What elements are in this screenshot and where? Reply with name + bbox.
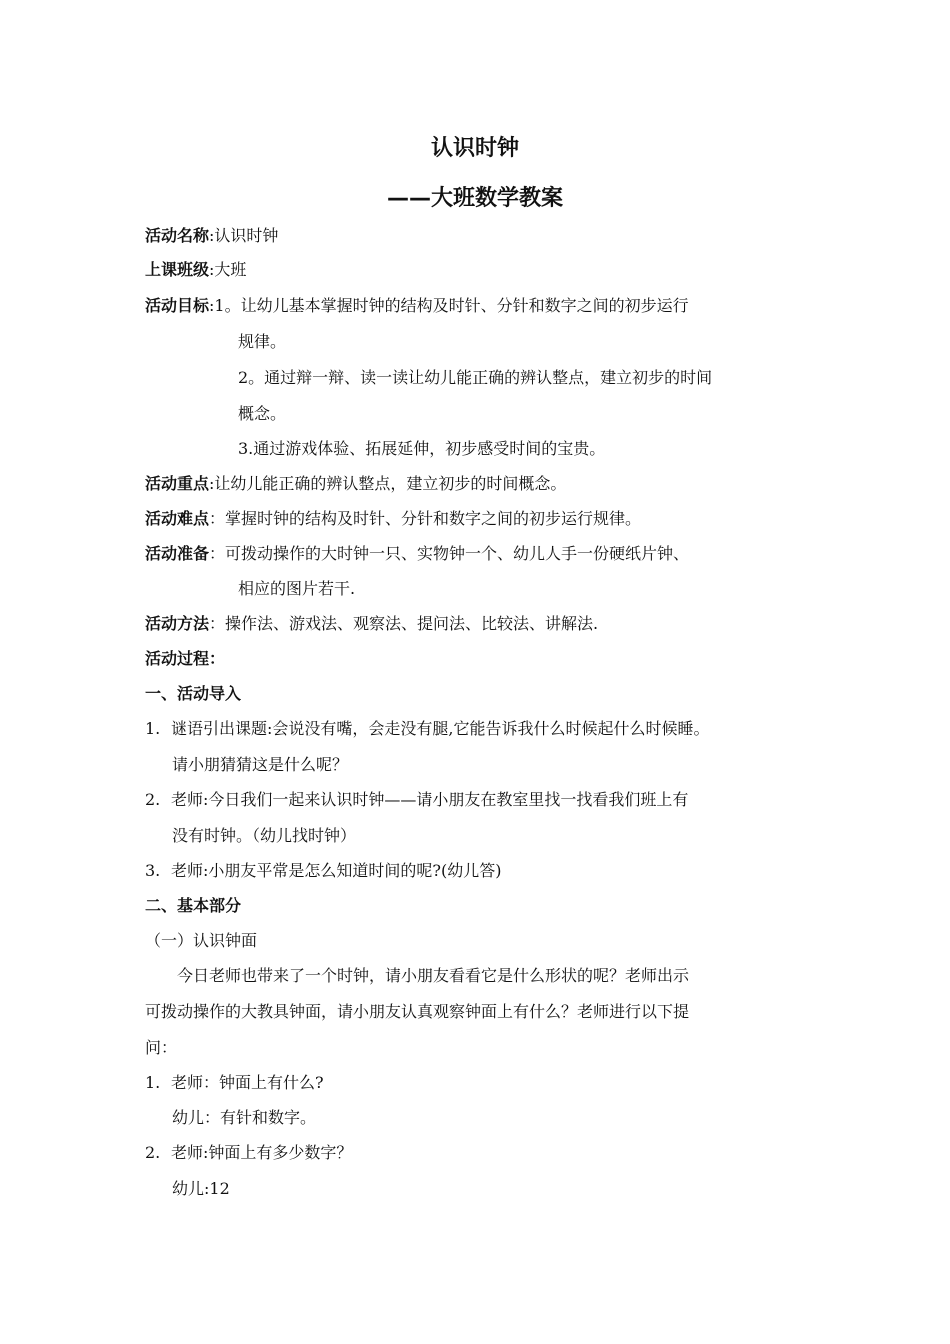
class-level-label: 上课班级 bbox=[145, 260, 210, 279]
key-point-label: 活动重点 bbox=[145, 474, 210, 493]
class-level-sep: : bbox=[209, 260, 215, 279]
intro-item-2-line-1: 老师:今日我们一起来认识时钟——请小朋友在教室里找一找看我们班上有 bbox=[171, 790, 689, 809]
goals-row bbox=[145, 294, 689, 318]
method-label: 活动方法 bbox=[145, 614, 210, 633]
para-line-2: 可拨动操作的大教具钟面，请小朋友认真观察钟面上有什么？老师进行以下提 bbox=[145, 1002, 690, 1021]
qa-item-1-answer: 幼儿：有针和数字。 bbox=[172, 1108, 317, 1127]
difficulty-label: 活动难点 bbox=[145, 509, 210, 528]
qa-item-2-question: 老师:钟面上有多少数字？ bbox=[171, 1143, 353, 1162]
goal-1-line-2: 规律。 bbox=[238, 332, 287, 351]
key-point-row bbox=[145, 472, 566, 496]
preparation-label: 活动准备 bbox=[145, 544, 210, 563]
doc-title: 认识时钟 bbox=[430, 136, 519, 161]
intro-item-1-line-2: 请小朋猜猜这是什么呢？ bbox=[172, 755, 349, 774]
goals-label: 活动目标 bbox=[145, 296, 210, 315]
intro-item-3 bbox=[145, 859, 501, 883]
qa-item-1 bbox=[145, 1071, 324, 1095]
para-line-3: 问： bbox=[145, 1038, 178, 1057]
class-level-row bbox=[145, 258, 246, 282]
activity-name-value: 认识时钟 bbox=[214, 226, 279, 245]
goal-2-line-1: 2。通过辩一辩、读一读让幼儿能正确的辨认整点，建立初步的时间 bbox=[238, 368, 713, 387]
intro-item-1-num: 1. bbox=[145, 719, 161, 738]
qa-item-1-question: 老师：钟面上有什么? bbox=[171, 1073, 324, 1092]
intro-item-3-num: 3. bbox=[145, 861, 161, 880]
difficulty-sep: ： bbox=[209, 509, 226, 528]
qa-item-2-num: 2. bbox=[145, 1143, 161, 1162]
intro-item-2-num: 2. bbox=[145, 790, 161, 809]
method-value: 操作法、游戏法、观察法、提问法、比较法、讲解法. bbox=[225, 614, 599, 633]
preparation-sep: ： bbox=[209, 544, 226, 563]
preparation-line-2: 相应的图片若干. bbox=[238, 579, 356, 598]
goals-sep: : bbox=[209, 296, 215, 315]
intro-item-2-line-2: 没有时钟。（幼儿找时钟） bbox=[172, 826, 357, 845]
qa-item-2-answer: 幼儿:12 bbox=[172, 1179, 230, 1198]
intro-item-1 bbox=[145, 717, 709, 741]
activity-name-sep: : bbox=[209, 226, 215, 245]
key-point-value: 让幼儿能正确的辨认整点，建立初步的时间概念。 bbox=[214, 474, 567, 493]
intro-item-3-line-1: 老师:小朋友平常是怎么知道时间的呢?(幼儿答) bbox=[171, 861, 502, 880]
activity-name-row bbox=[145, 224, 278, 248]
process-label: 活动过程： bbox=[145, 649, 226, 668]
doc-subtitle: ——大班数学教案 bbox=[386, 186, 563, 211]
key-point-sep: : bbox=[209, 474, 215, 493]
activity-name-label: 活动名称 bbox=[145, 226, 210, 245]
intro-item-2 bbox=[145, 788, 688, 812]
goal-1-line-1: 1。让幼儿基本掌握时钟的结构及时针、分针和数字之间的初步运行 bbox=[214, 296, 689, 315]
difficulty-value: 掌握时钟的结构及时针、分针和数字之间的初步运行规律。 bbox=[225, 509, 642, 528]
preparation-line-1: 可拨动操作的大时钟一只、实物钟一个、幼儿人手一份硬纸片钟、 bbox=[225, 544, 690, 563]
section2-subheading: （一）认识钟面 bbox=[145, 931, 258, 950]
difficulty-row bbox=[145, 507, 641, 531]
para-line-1: 今日老师也带来了一个时钟，请小朋友看看它是什么形状的呢？老师出示 bbox=[177, 966, 690, 985]
intro-item-1-line-1: 谜语引出课题:会说没有嘴，会走没有腿,它能告诉我什么时候起什么时候睡。 bbox=[171, 719, 710, 738]
section2-heading: 二、基本部分 bbox=[145, 896, 242, 915]
preparation-row bbox=[145, 542, 689, 566]
class-level-value: 大班 bbox=[214, 260, 247, 279]
method-sep: ： bbox=[209, 614, 226, 633]
qa-item-1-num: 1. bbox=[145, 1073, 161, 1092]
goal-2-line-2: 概念。 bbox=[238, 404, 287, 423]
qa-item-2 bbox=[145, 1141, 352, 1165]
method-row bbox=[145, 612, 598, 636]
section1-heading: 一、活动导入 bbox=[145, 684, 242, 703]
goal-3: 3.通过游戏体验、拓展延伸，初步感受时间的宝贵。 bbox=[238, 439, 606, 458]
